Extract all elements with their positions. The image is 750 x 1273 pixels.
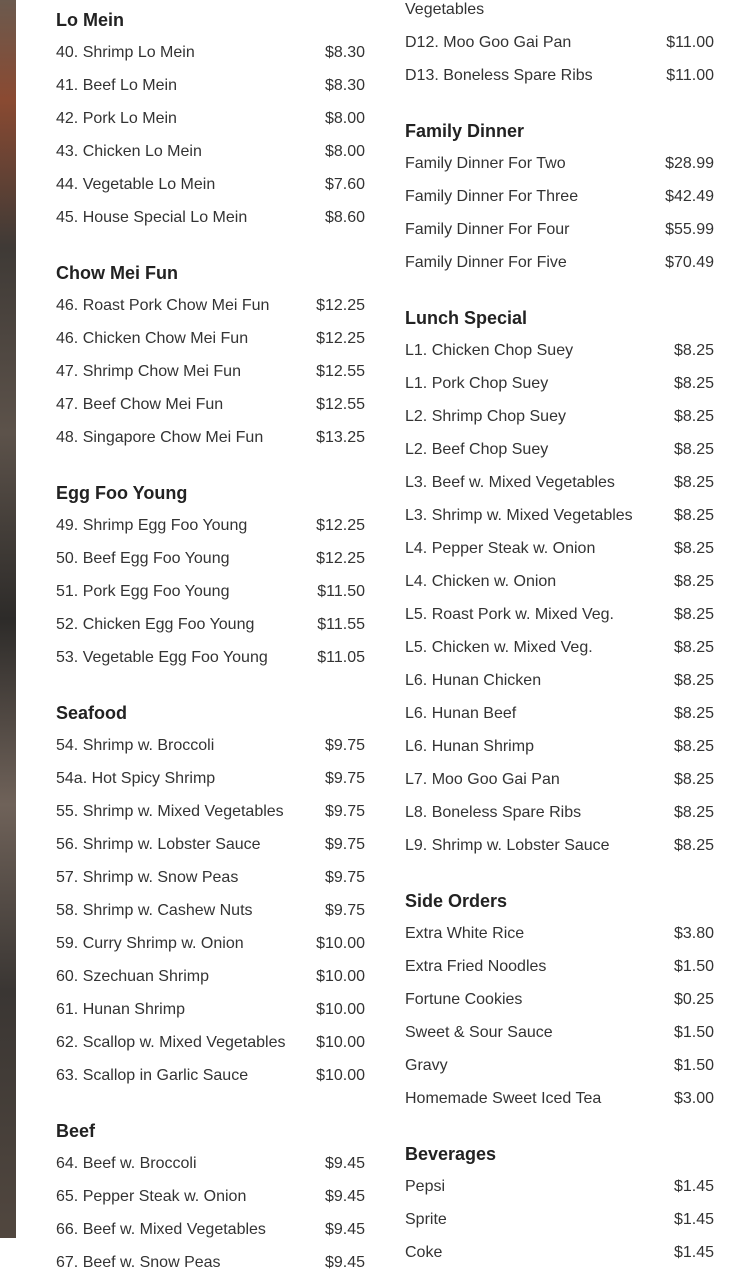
menu-item[interactable] [56, 1187, 365, 1207]
item-name: L8. Boneless Spare Ribs [405, 804, 582, 821]
menu-item[interactable] [405, 1023, 714, 1043]
section-title: Seafood [56, 703, 128, 723]
item-price: $8.25 [673, 837, 714, 854]
menu-item[interactable] [405, 440, 714, 460]
item-price: $12.25 [316, 297, 365, 314]
item-price: $8.60 [324, 209, 365, 226]
menu-item[interactable] [405, 66, 714, 86]
item-name: L5. Chicken w. Mixed Veg. [405, 639, 593, 656]
item-price: $11.05 [317, 649, 365, 666]
item-price: $3.00 [673, 1090, 714, 1107]
menu-item[interactable] [405, 990, 714, 1010]
item-name: 63. Scallop in Garlic Sauce [56, 1067, 249, 1084]
menu-item[interactable] [405, 407, 714, 427]
menu-item[interactable] [405, 1056, 714, 1076]
item-name: Sweet & Sour Sauce [405, 1024, 553, 1041]
menu-item[interactable] [56, 142, 365, 162]
menu-item[interactable] [405, 924, 714, 944]
menu-item[interactable] [56, 835, 365, 855]
item-price: $8.25 [673, 771, 714, 788]
menu-item[interactable] [56, 549, 365, 569]
item-price: $11.50 [317, 583, 365, 600]
item-price: $9.45 [324, 1188, 365, 1205]
item-name: 46. Roast Pork Chow Mei Fun [56, 297, 270, 314]
menu-item[interactable] [405, 220, 714, 240]
item-name: 49. Shrimp Egg Foo Young [56, 517, 248, 534]
item-name: L7. Moo Goo Gai Pan [405, 771, 560, 788]
item-price: $8.25 [673, 672, 714, 689]
item-price: $8.30 [324, 44, 365, 61]
item-price: $11.55 [317, 616, 365, 633]
item-name: Extra Fried Noodles [405, 958, 547, 975]
item-name: 44. Vegetable Lo Mein [56, 176, 216, 193]
item-name: Homemade Sweet Iced Tea [405, 1090, 602, 1107]
menu-item[interactable] [405, 1089, 714, 1109]
item-name: 60. Szechuan Shrimp [56, 968, 209, 985]
item-price: $12.25 [316, 517, 365, 534]
item-name: 43. Chicken Lo Mein [56, 143, 202, 160]
menu-item[interactable] [56, 868, 365, 888]
item-price: $8.25 [673, 738, 714, 755]
menu-item[interactable] [56, 582, 365, 602]
item-price: $8.25 [673, 474, 714, 491]
item-name: 57. Shrimp w. Snow Peas [56, 869, 239, 886]
item-price: $11.00 [666, 67, 714, 84]
item-name: Family Dinner For Five [405, 254, 567, 271]
item-name: L3. Beef w. Mixed Vegetables [405, 474, 615, 491]
menu-item[interactable] [405, 374, 714, 394]
item-price: $11.00 [666, 34, 714, 51]
item-name: 41. Beef Lo Mein [56, 77, 177, 94]
item-price: $8.00 [324, 110, 365, 127]
item-name: Coke [405, 1244, 443, 1261]
item-name: 67. Beef w. Snow Peas [56, 1254, 221, 1271]
item-price: $7.60 [324, 176, 365, 193]
menu-item[interactable] [405, 737, 714, 757]
item-name: 45. House Special Lo Mein [56, 209, 248, 226]
menu-item[interactable] [405, 803, 714, 823]
item-price: $8.25 [673, 507, 714, 524]
menu-item[interactable] [56, 109, 365, 129]
menu-item[interactable] [405, 572, 714, 592]
item-price: $8.25 [673, 375, 714, 392]
menu-item[interactable] [405, 1243, 714, 1263]
section-title: Egg Foo Young [56, 483, 188, 503]
item-price: $9.75 [324, 770, 365, 787]
menu-item[interactable] [56, 1033, 365, 1053]
item-name: L2. Beef Chop Suey [405, 441, 549, 458]
menu-item[interactable] [56, 967, 365, 987]
item-name: 42. Pork Lo Mein [56, 110, 177, 127]
item-name: L3. Shrimp w. Mixed Vegetables [405, 507, 633, 524]
menu-item[interactable] [56, 901, 365, 921]
item-price: $9.75 [324, 803, 365, 820]
item-price: $8.25 [673, 408, 714, 425]
item-name: L2. Shrimp Chop Suey [405, 408, 566, 425]
item-price: $10.00 [316, 935, 365, 952]
menu-item[interactable] [56, 802, 365, 822]
item-price: $8.25 [673, 573, 714, 590]
item-price: $1.50 [673, 958, 714, 975]
menu-item[interactable] [405, 506, 714, 526]
menu-item[interactable] [56, 648, 365, 668]
item-price: $8.25 [673, 705, 714, 722]
menu-item[interactable] [405, 638, 714, 658]
menu-item[interactable] [56, 1066, 365, 1086]
item-name: L9. Shrimp w. Lobster Sauce [405, 837, 610, 854]
item-name: 51. Pork Egg Foo Young [56, 583, 230, 600]
item-name: 54. Shrimp w. Broccoli [56, 737, 215, 754]
item-name: 58. Shrimp w. Cashew Nuts [56, 902, 253, 919]
item-name: Family Dinner For Four [405, 221, 570, 238]
item-name: Pepsi [405, 1178, 446, 1195]
item-name: L1. Chicken Chop Suey [405, 342, 574, 359]
menu-item[interactable] [405, 1177, 714, 1197]
menu-item[interactable] [56, 615, 365, 635]
item-price: $8.25 [673, 441, 714, 458]
item-price: $9.45 [324, 1254, 365, 1271]
item-name: 59. Curry Shrimp w. Onion [56, 935, 244, 952]
item-price: $12.25 [316, 330, 365, 347]
item-name: Fortune Cookies [405, 991, 523, 1008]
item-price: $1.50 [673, 1057, 714, 1074]
menu-item[interactable] [405, 704, 714, 724]
menu-item[interactable] [405, 0, 714, 20]
menu-item[interactable] [405, 605, 714, 625]
section-title: Lo Mein [56, 10, 124, 30]
menu-item[interactable] [56, 362, 365, 382]
item-price: $1.50 [673, 1024, 714, 1041]
item-price: $8.30 [324, 77, 365, 94]
menu-item[interactable] [56, 208, 365, 228]
menu-item[interactable] [405, 671, 714, 691]
item-name: L5. Roast Pork w. Mixed Veg. [405, 606, 614, 623]
item-price: $8.25 [673, 804, 714, 821]
item-price: $9.75 [324, 737, 365, 754]
menu-item[interactable] [56, 1154, 365, 1174]
item-price: $1.45 [673, 1211, 714, 1228]
menu-item[interactable] [56, 329, 365, 349]
item-name: Extra White Rice [405, 925, 525, 942]
menu-item[interactable] [56, 1220, 365, 1240]
item-price: $3.80 [673, 925, 714, 942]
item-name: Sprite [405, 1211, 447, 1228]
section-title: Chow Mei Fun [56, 263, 178, 283]
item-price: $12.25 [316, 550, 365, 567]
item-price: $12.55 [316, 363, 365, 380]
item-price: $9.75 [324, 902, 365, 919]
menu-item[interactable] [405, 836, 714, 856]
item-price: $1.45 [673, 1178, 714, 1195]
item-name: Gravy [405, 1057, 448, 1074]
item-name: D12. Moo Goo Gai Pan [405, 34, 572, 51]
item-name: D13. Boneless Spare Ribs [405, 67, 593, 84]
item-name: 54a. Hot Spicy Shrimp [56, 770, 216, 787]
section-title: Side Orders [405, 891, 508, 911]
item-name: Vegetables [405, 1, 485, 18]
item-name: L6. Hunan Chicken [405, 672, 542, 689]
section-title: Beef [56, 1121, 96, 1141]
menu-item[interactable] [56, 76, 365, 96]
menu-item[interactable] [56, 428, 365, 448]
item-price: $12.55 [316, 396, 365, 413]
item-name: 40. Shrimp Lo Mein [56, 44, 195, 61]
item-price: $9.45 [324, 1155, 365, 1172]
item-name: 46. Chicken Chow Mei Fun [56, 330, 249, 347]
menu-item[interactable] [56, 296, 365, 316]
item-name: 52. Chicken Egg Foo Young [56, 616, 255, 633]
item-name: 56. Shrimp w. Lobster Sauce [56, 836, 261, 853]
item-name: 64. Beef w. Broccoli [56, 1155, 197, 1172]
item-name: L6. Hunan Beef [405, 705, 517, 722]
item-price: $28.99 [665, 155, 714, 172]
menu-item[interactable] [56, 175, 365, 195]
menu-item[interactable] [56, 736, 365, 756]
item-price: $8.25 [673, 342, 714, 359]
menu-item[interactable] [405, 187, 714, 207]
item-price: $8.00 [324, 143, 365, 160]
item-name: L1. Pork Chop Suey [405, 375, 549, 392]
item-name: Family Dinner For Three [405, 188, 579, 205]
item-price: $70.49 [665, 254, 714, 271]
menu-item[interactable] [405, 33, 714, 53]
item-name: 62. Scallop w. Mixed Vegetables [56, 1034, 286, 1051]
item-name: 55. Shrimp w. Mixed Vegetables [56, 803, 284, 820]
item-price: $10.00 [316, 1034, 365, 1051]
item-price: $9.45 [324, 1221, 365, 1238]
background-photo-strip [0, 0, 16, 1238]
menu-item[interactable] [405, 473, 714, 493]
item-price: $10.00 [316, 1067, 365, 1084]
item-name: 47. Shrimp Chow Mei Fun [56, 363, 241, 380]
item-price: $13.25 [316, 429, 365, 446]
item-price: $9.75 [324, 869, 365, 886]
item-price: $55.99 [665, 221, 714, 238]
section-title: Family Dinner [405, 121, 525, 141]
menu-item[interactable] [56, 395, 365, 415]
menu-item[interactable] [405, 539, 714, 559]
item-price: $10.00 [316, 1001, 365, 1018]
item-price: $8.25 [673, 540, 714, 557]
menu-item[interactable] [405, 770, 714, 790]
menu-item[interactable] [56, 1000, 365, 1020]
item-name: 61. Hunan Shrimp [56, 1001, 185, 1018]
item-price: $8.25 [673, 639, 714, 656]
menu-item[interactable] [405, 154, 714, 174]
menu-item[interactable] [405, 1210, 714, 1230]
item-name: L4. Chicken w. Onion [405, 573, 557, 590]
item-price: $1.45 [673, 1244, 714, 1261]
item-name: 65. Pepper Steak w. Onion [56, 1188, 247, 1205]
menu-item[interactable] [405, 957, 714, 977]
menu-item[interactable] [56, 769, 365, 789]
item-name: 50. Beef Egg Foo Young [56, 550, 230, 567]
item-name: L6. Hunan Shrimp [405, 738, 534, 755]
item-price: $42.49 [665, 188, 714, 205]
section-title: Lunch Special [405, 308, 528, 328]
menu-item[interactable] [56, 43, 365, 63]
item-price: $0.25 [673, 991, 714, 1008]
section-title: Beverages [405, 1144, 497, 1164]
item-price: $10.00 [316, 968, 365, 985]
item-price: $8.25 [673, 606, 714, 623]
item-price: $9.75 [324, 836, 365, 853]
item-name: 53. Vegetable Egg Foo Young [56, 649, 268, 666]
menu-item[interactable] [56, 1253, 365, 1273]
item-name: L4. Pepper Steak w. Onion [405, 540, 596, 557]
item-name: 48. Singapore Chow Mei Fun [56, 429, 264, 446]
menu-item[interactable] [56, 516, 365, 536]
menu-item[interactable] [405, 341, 714, 361]
item-name: 47. Beef Chow Mei Fun [56, 396, 224, 413]
menu-item[interactable] [405, 253, 714, 273]
item-name: 66. Beef w. Mixed Vegetables [56, 1221, 266, 1238]
item-name: Family Dinner For Two [405, 155, 566, 172]
menu-item[interactable] [56, 934, 365, 954]
